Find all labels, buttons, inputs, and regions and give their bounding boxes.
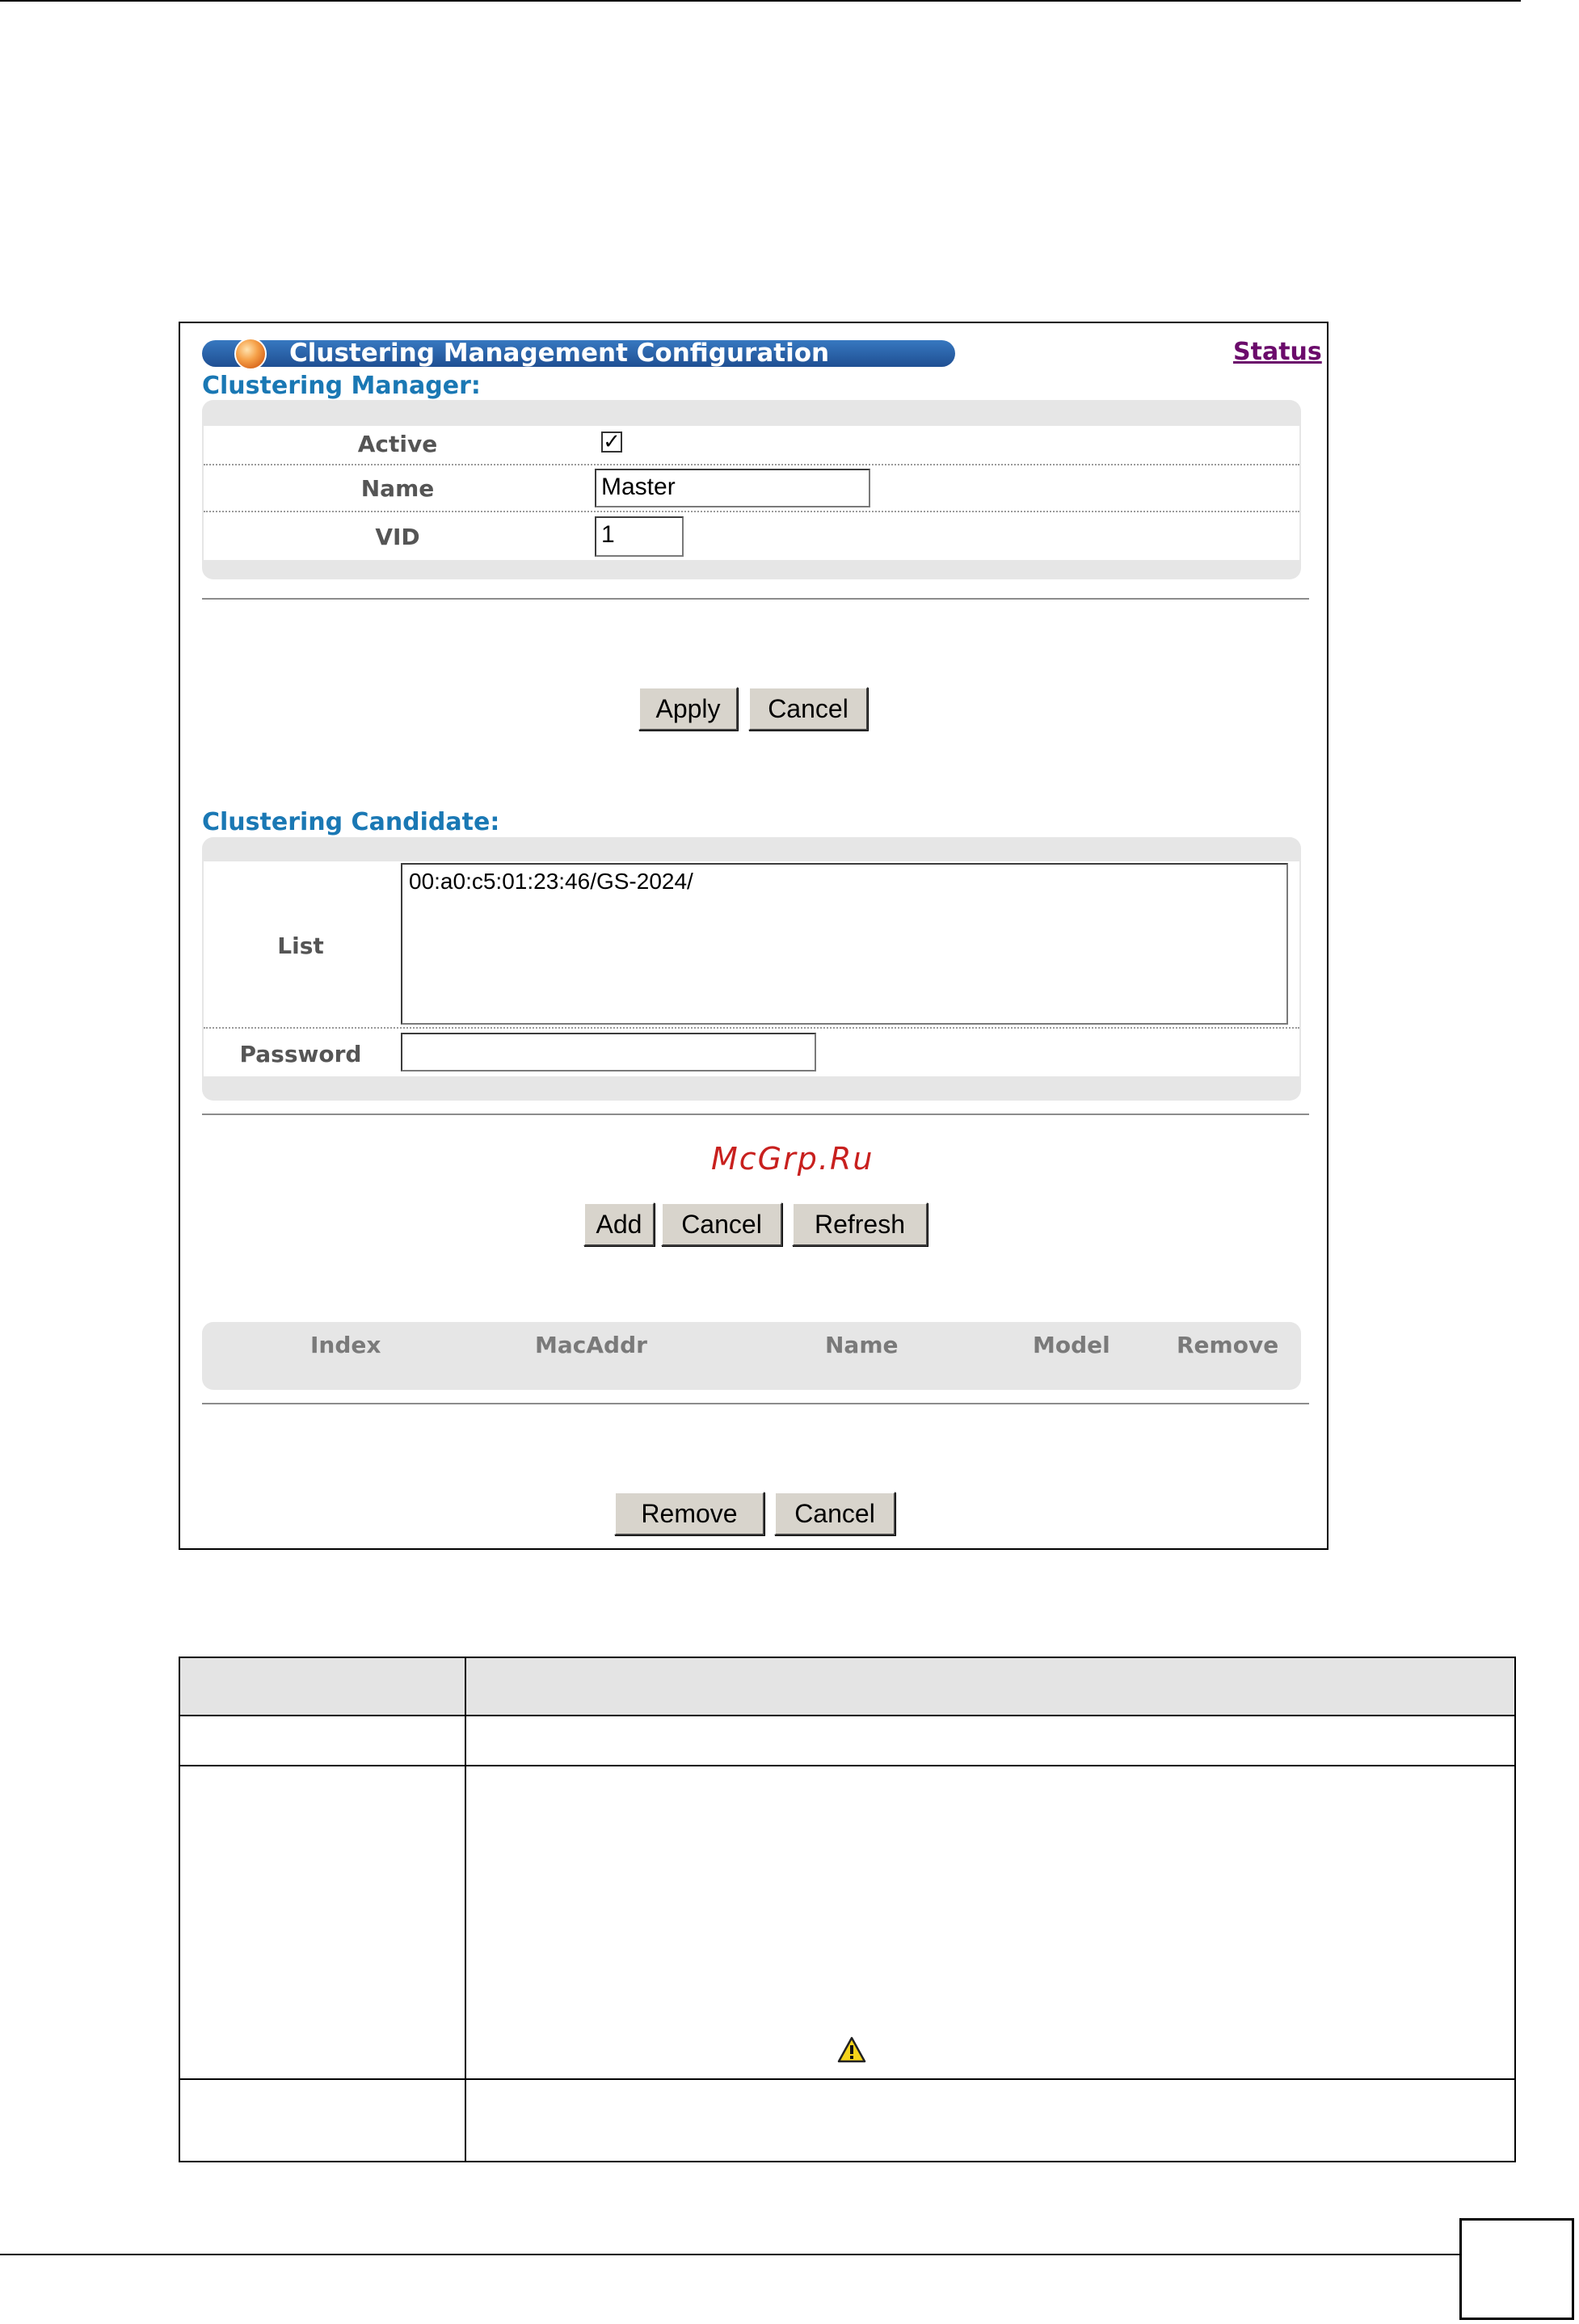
section-divider [202,1403,1309,1404]
clustering-candidate-heading: Clustering Candidate: [202,808,500,836]
row-divider [180,1765,1514,1766]
watermark: McGrp.Ru [711,1141,874,1177]
column-header-model: Model [1033,1332,1110,1358]
apply-button[interactable]: Apply [638,687,738,730]
section-divider [202,598,1309,600]
list-label: List [277,933,324,959]
row-divider [204,1027,1299,1029]
section-divider [202,1114,1309,1115]
bottom-rule [0,2254,1459,2255]
active-label: Active [357,431,438,457]
candidate-cancel-button[interactable]: Cancel [661,1202,782,1246]
warning-icon [837,2036,866,2064]
row-divider [204,511,1299,512]
orb-icon [234,338,267,370]
remove-button[interactable]: Remove [614,1492,764,1535]
vid-label: VID [375,524,420,550]
name-label: Name [360,475,435,502]
manager-name-input[interactable]: Master [595,469,870,507]
password-label: Password [239,1041,362,1067]
members-cancel-button[interactable]: Cancel [774,1492,895,1535]
checkmark-icon: ✓ [603,430,621,454]
column-header-remove: Remove [1177,1332,1279,1358]
add-button[interactable]: Add [583,1202,655,1246]
row-divider [180,2078,1514,2080]
candidate-list[interactable] [401,863,1288,1025]
cancel-button[interactable]: Cancel [748,687,868,730]
clustering-manager-heading: Clustering Manager: [202,372,481,400]
active-checkbox[interactable] [601,432,622,453]
top-rule [0,0,1521,2]
password-input[interactable] [401,1033,816,1071]
description-table [179,1657,1516,2162]
column-divider [465,1658,466,2161]
list-item[interactable]: 00:a0:c5:01:23:46/GS-2024/ [409,869,693,894]
column-header-index: Index [310,1332,381,1358]
vid-input[interactable]: 1 [595,516,684,557]
description-table-header [180,1658,1514,1716]
refresh-button[interactable]: Refresh [792,1202,928,1246]
page-number-box [1459,2218,1574,2320]
page-title: Clustering Management Configuration [289,339,830,368]
row-divider [204,464,1299,465]
column-header-macaddr: MacAddr [535,1332,647,1358]
status-link[interactable]: Status [1233,338,1322,366]
column-header-name: Name [825,1332,899,1358]
